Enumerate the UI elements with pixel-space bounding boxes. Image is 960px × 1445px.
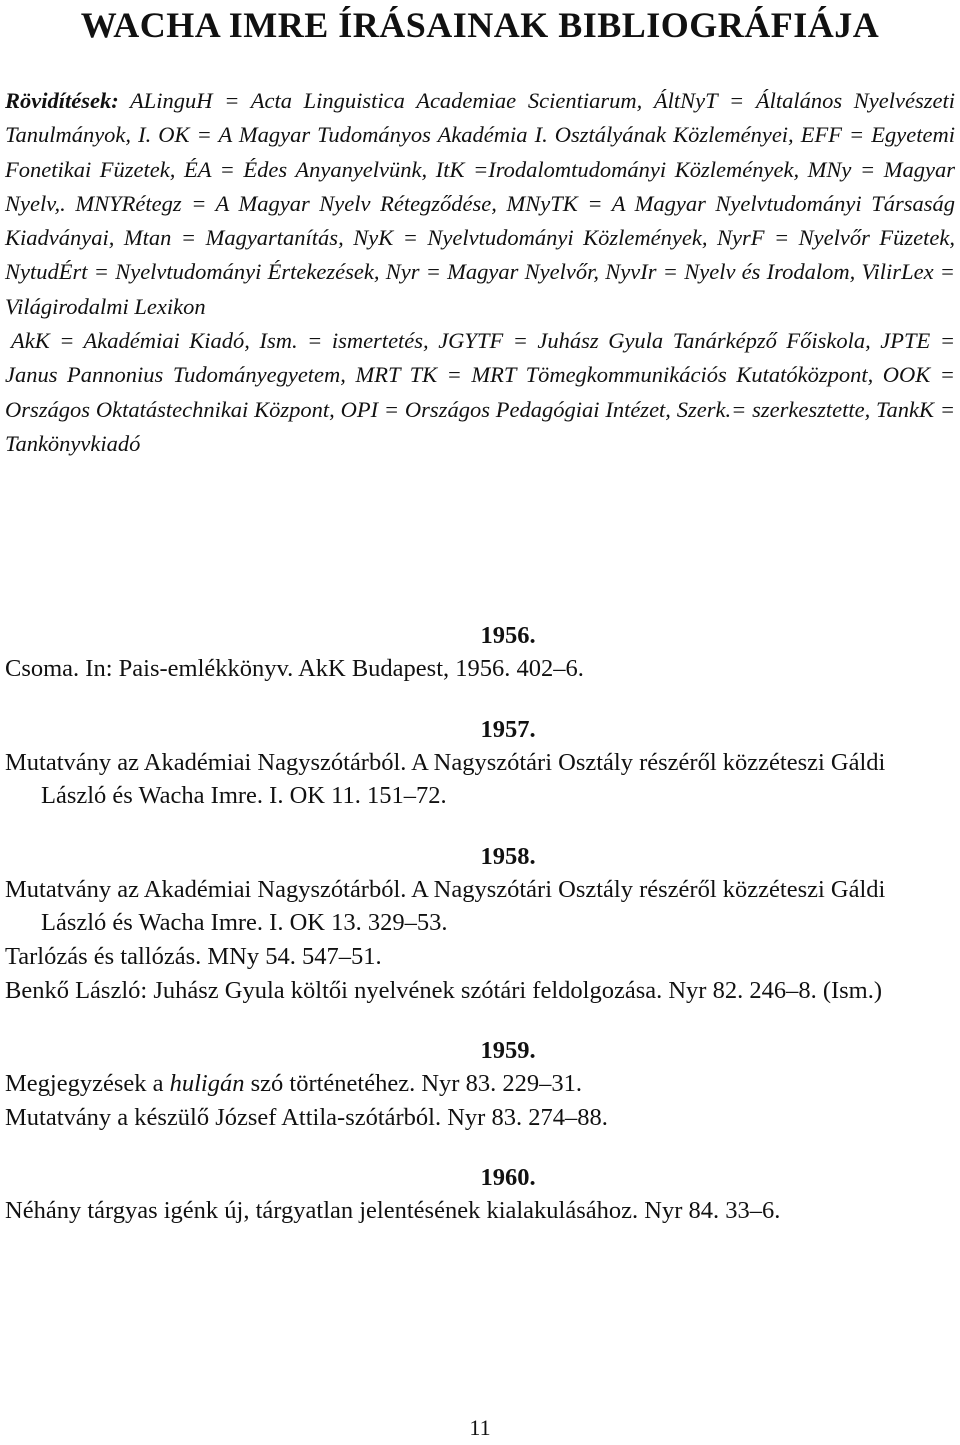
bibliography-entry: Benkő László: Juhász Gyula költői nyelvének szótári feldolgozása. Nyr 82. 246–8. (Ism.) (5, 976, 883, 1004)
entry-text-before: Megjegyzések a (5, 1070, 170, 1098)
year-heading: 1959. (480, 1037, 536, 1065)
entry-italic-word: huligán (169, 1070, 245, 1098)
abbreviations-section (5, 84, 955, 461)
year-block-1956 (5, 620, 955, 686)
bibliography-entry: Néhány tárgyas igénk új, tárgyatlan jelentésének kialakulásához. Nyr 84. 33–6. (5, 1197, 781, 1225)
year-block-1960 (5, 1162, 955, 1228)
bibliography-entry: Csoma. In: Pais-emlékkönyv. AkK Budapest, 1956. 402–6. (5, 655, 584, 682)
abbreviations-text-1: ALinguH = Acta Linguistica Academiae Scientiarum, ÁltNyT = Általános Nyelvészeti Tanulmányok, I. OK = A Magyar Tudományos Akadémia I. Osztályának Közleményei, EFF = Egyetemi Fonetikai Füzetek, ÉA = Édes Anyanyelvünk, ItK =Irodalomtudományi Közlemények, MNy = Magyar Nyelv,. MNYRétegz = A Magyar Nyelv Rétegződése, MNyTK = A Magyar Nyelvtudományi Társaság Kiadványai, Mtan = Magyartanítás, NyK = Nyelvtudományi Közlemények, NyrF = Nyelvőr Füzetek, NytudÉrt = Nyelvtudományi Értekezések, Nyr = Magyar Nyelvőr, NyvIr = Nyelv és Irodalom, VilirLex = Világirodalmi Lexikon (5, 88, 956, 319)
abbreviations-paragraph-2: AkK = Akadémiai Kiadó, Ism. = ismertetés, JGYTF = Juhász Gyula Tanárképző Főiskola, JPTE = Janus Pannonius Tudományegyetem, MRT TK = MRT Tömegkommunikációs Kutatóközpont, OOK = Országos Oktatástechnikai Központ, OPI = Országos Pedagógiai Intézet, Szerk.= szerkesztette, TankK = Tankönyvkiadó (5, 328, 955, 456)
page-title: WACHA IMRE ÍRÁSAINAK BIBLIOGRÁFIÁJA (80, 5, 880, 45)
abbreviations-label: Rövidítések: (5, 88, 119, 113)
bibliography-entry: Mutatvány az Akadémiai Nagyszótárból. A Nagyszótári Osztály részéről közzéteszi Gáldi László és Wacha Imre. I. OK 11. 151–72. (5, 748, 886, 810)
bibliography-entry: Mutatvány a készülő József Attila-szótárból. Nyr 83. 274–88. (5, 1103, 608, 1131)
page-number: 11 (469, 1415, 491, 1440)
year-heading: 1957. (480, 715, 536, 743)
bibliography-entry: Tarlózás és tallózás. MNy 54. 547–51. (5, 942, 382, 970)
year-block-1959 (5, 1035, 955, 1134)
year-heading: 1956. (480, 622, 536, 649)
year-block-1957 (5, 714, 955, 813)
bibliography-entry: Mutatvány az Akadémiai Nagyszótárból. A Nagyszótári Osztály részéről közzéteszi Gáldi László és Wacha Imre. I. OK 13. 329–53. (5, 875, 886, 937)
year-block-1958 (5, 841, 955, 1007)
year-heading: 1960. (480, 1164, 536, 1192)
bibliography-entry (5, 1067, 955, 1101)
entry-text-after: szó történetéhez. Nyr 83. 229–31. (244, 1070, 582, 1098)
year-heading: 1958. (480, 842, 536, 870)
bibliography-list (5, 620, 955, 1256)
abbreviations-paragraph-1 (5, 84, 955, 324)
